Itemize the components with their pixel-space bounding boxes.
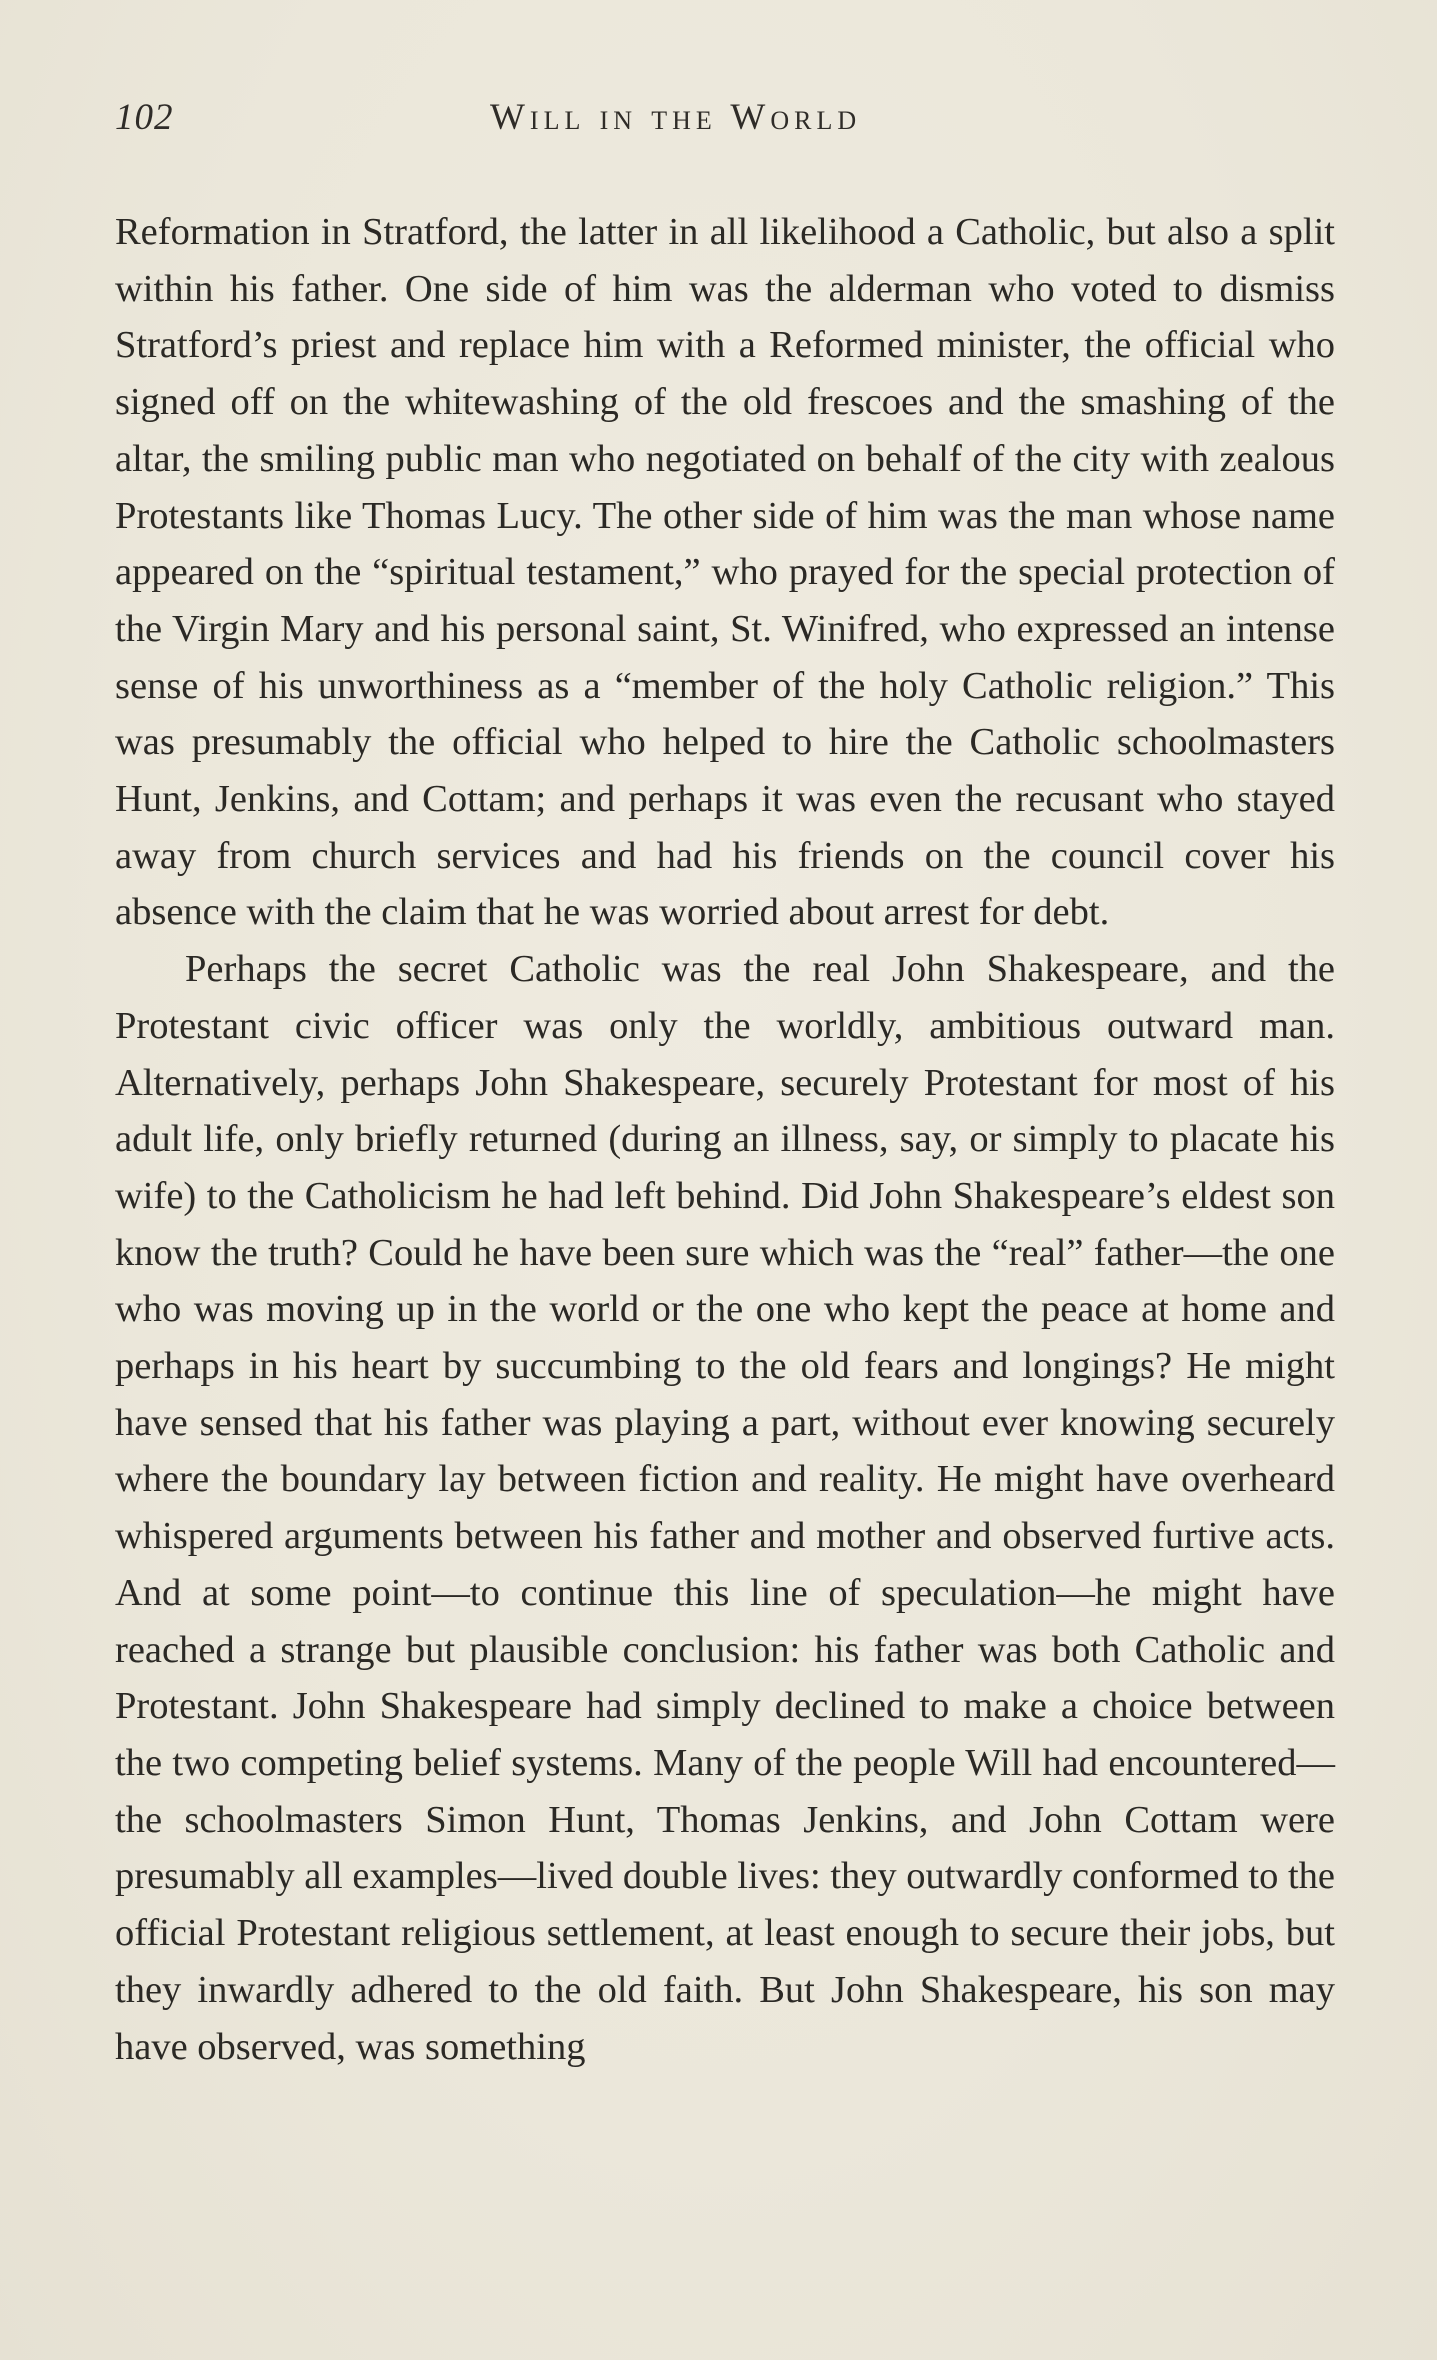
running-head [115,92,1335,152]
page-number: 102 [115,97,174,138]
running-title: Will in the World [490,97,862,138]
paragraph-continued: Reformation in Stratford, the latter in all likelihood a Catholic, but also a split within his father. One side of him was the alderman who voted to dismiss Stratford’s priest and replace him with a Reformed minister, the official who signed off on the whitewashing of the old frescoes and the smashing of the altar, the smiling public man who negotiated on behalf of the city with zealous Protestants like Thomas Lucy. The other side of him was the man whose name appeared on the “spiritual testament,” who prayed for the special protection of the Virgin Mary and his personal saint, St. Winifred, who expressed an intense sense of his unworthiness as a “member of the holy Catholic religion.” This was presumably the official who helped to hire the Catholic schoolmasters Hunt, Jenkins, and Cottam; and perhaps it was even the recusant who stayed away from church services and had his friends on the council cover his absence with the claim that he was worried about arrest for debt. [115,211,1335,934]
body-text [115,204,1335,2075]
paragraph: Perhaps the secret Catholic was the real John Shakespeare, and the Protestant civic officer was only the worldly, ambitious outward man. Alternatively, perhaps John Shakespeare, securely Protestant for most of his adult life, only briefly returned (during an illness, say, or simply to placate his wife) to the Catholicism he had left behind. Did John Shakespeare’s eldest son know the truth? Could he have been sure which was the “real” father—the one who was moving up in the world or the one who kept the peace at home and perhaps in his heart by succumbing to the old fears and longings? He might have sensed that his father was playing a part, without ever knowing securely where the boundary lay between fiction and reality. He might have overheard whispered arguments between his father and mother and observed furtive acts. And at some point—to continue this line of speculation—he might have reached a strange but plausible conclusion: his father was both Catholic and Protestant. John Shakespeare had simply declined to make a choice between the two competing belief systems. Many of the people Will had encountered—the schoolmasters Simon Hunt, Thomas Jenkins, and John Cottam were presumably all examples—lived double lives: they outwardly conformed to the official Protestant religious settlement, at least enough to secure their jobs, but they inwardly adhered to the old faith. But John Shakespeare, his son may have observed, was something [115,948,1335,2068]
